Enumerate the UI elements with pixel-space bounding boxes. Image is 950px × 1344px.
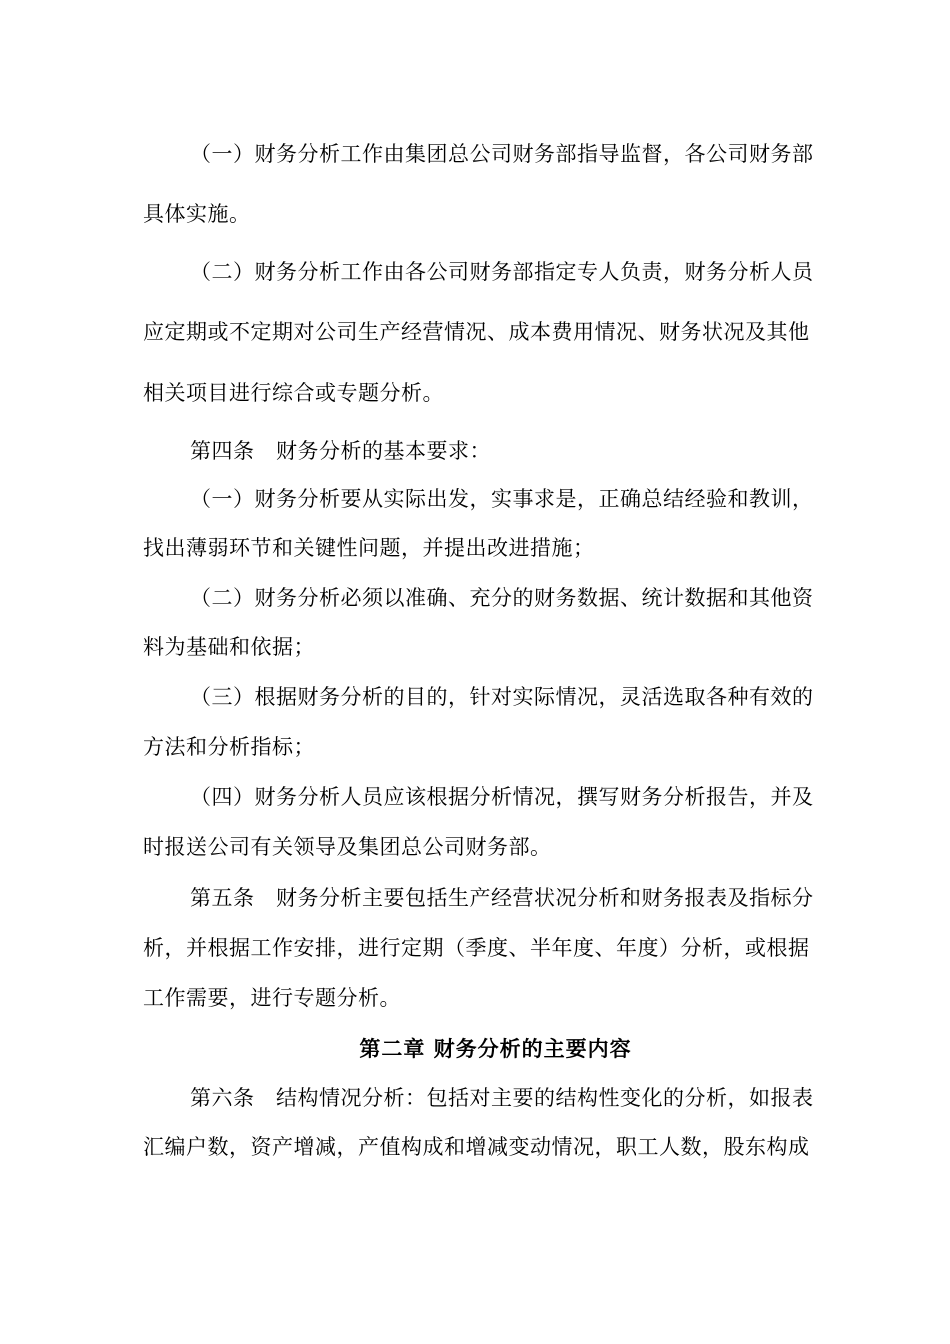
paragraph-line: 时报送公司有关领导及集团总公司财务部。	[143, 835, 552, 859]
paragraph-line: 找出薄弱环节和关键性问题，并提出改进措施；	[143, 536, 595, 560]
paragraph-line: 料为基础和依据；	[143, 635, 315, 659]
paragraph-line: 具体实施。	[143, 202, 251, 226]
paragraph-line: 第六条 结构情况分析：包括对主要的结构性变化的分析，如报表	[190, 1086, 814, 1110]
paragraph-line: 相关项目进行综合或专题分析。	[143, 381, 444, 405]
article-heading-line: 第四条 财务分析的基本要求：	[190, 439, 491, 463]
paragraph-line: 工作需要，进行专题分析。	[143, 986, 401, 1010]
chapter-heading: 第二章 财务分析的主要内容	[359, 1037, 632, 1061]
paragraph-line: （一）财务分析要从实际出发，实事求是，正确总结经验和教训，	[190, 487, 814, 511]
paragraph-line: 汇编户数，资产增减，产值构成和增减变动情况，职工人数，股东构成	[143, 1135, 810, 1159]
paragraph-line: （四）财务分析人员应该根据分析情况，撰写财务分析报告，并及	[190, 785, 814, 809]
paragraph-line: 方法和分析指标；	[143, 735, 315, 759]
paragraph-line: （二）财务分析工作由各公司财务部指定专人负责，财务分析人员	[190, 260, 814, 284]
paragraph-line: （二）财务分析必须以准确、充分的财务数据、统计数据和其他资	[190, 586, 814, 610]
paragraph-line: 析，并根据工作安排，进行定期（季度、半年度、年度）分析，或根据	[143, 936, 810, 960]
paragraph-line: 第五条 财务分析主要包括生产经营状况分析和财务报表及指标分	[190, 886, 814, 910]
paragraph-line: 应定期或不定期对公司生产经营情况、成本费用情况、财务状况及其他	[143, 320, 810, 344]
paragraph-line: （三）根据财务分析的目的，针对实际情况，灵活选取各种有效的	[190, 685, 814, 709]
paragraph-line: （一）财务分析工作由集团总公司财务部指导监督，各公司财务部	[190, 142, 814, 166]
